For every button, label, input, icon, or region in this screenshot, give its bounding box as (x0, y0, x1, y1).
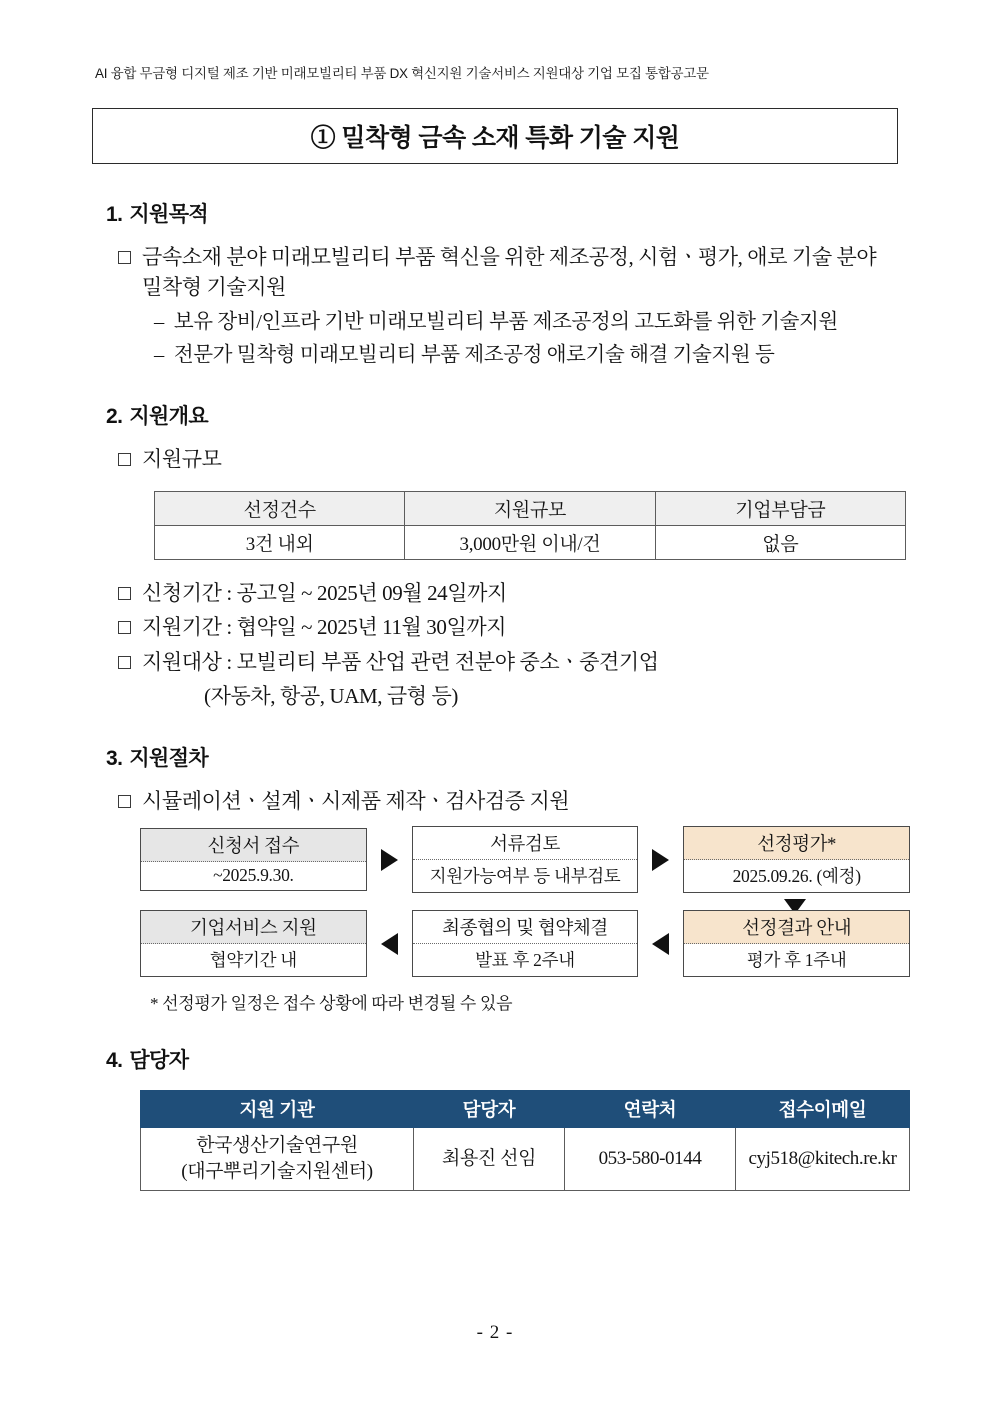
section-number: 1. (106, 203, 123, 226)
flow-step-company-service-title: 기업서비스 지원 (141, 911, 366, 944)
flow-step-application (140, 828, 367, 891)
col-header-organization: 지원 기관 (141, 1091, 414, 1128)
cell-phone: 053-580-0144 (565, 1128, 736, 1191)
overview-support-period (118, 612, 898, 642)
col-header-email: 접수이메일 (736, 1091, 910, 1128)
cell-organization (141, 1128, 414, 1191)
table-row (155, 525, 906, 559)
flow-step-final-agreement-sub: 발표 후 2주내 (475, 950, 575, 970)
flow-step-final-agreement (412, 910, 639, 977)
flow-step-result-notice-title: 선정결과 안내 (684, 911, 909, 944)
arrow-left-icon (381, 933, 398, 955)
dash-icon: – (154, 343, 164, 366)
page-title: ① 밀착형 금속 소재 특화 기술 지원 (310, 124, 680, 152)
section-heading-contact (106, 1044, 898, 1074)
cell-organization-line1: 한국생산기술연구원 (196, 1135, 358, 1157)
flow-step-document-review-sub: 지원가능여부 등 내부검토 (429, 866, 621, 886)
flow-step-selection-evaluation-sub: 2025.09.26. (예정) (732, 866, 861, 886)
col-header-person: 담당자 (414, 1091, 565, 1128)
overview-target-sub: (자동차, 항공, UAM, 금형 등) (204, 684, 459, 709)
table-header-row (141, 1091, 910, 1128)
flow-step-result-notice-sub: 평가 후 1주내 (746, 950, 847, 970)
col-header-company-share: 기업부담금 (655, 491, 905, 525)
checkbox-square-icon (118, 795, 131, 808)
flow-step-application-title: 신청서 접수 (141, 829, 366, 862)
checkbox-square-icon (118, 621, 131, 634)
flow-step-company-service (140, 910, 367, 977)
cell-count: 3건 내외 (155, 525, 405, 559)
purpose-dash-2-text: 전문가 밀착형 미래모빌리티 부품 제조공정 애로기술 해결 기술지원 등 (173, 343, 775, 366)
overview-apply-period (118, 578, 898, 608)
section-heading-overview (106, 400, 898, 430)
flow-row-bottom (140, 910, 910, 977)
arrow-right-icon (381, 849, 398, 871)
procedure-bullet-text: 시뮬레이션ㆍ설계ㆍ시제품 제작ㆍ검사검증 지원 (142, 788, 570, 813)
cell-company-share: 없음 (655, 525, 905, 559)
flow-step-final-agreement-title: 최종협의 및 협약체결 (413, 911, 638, 944)
checkbox-square-icon (118, 251, 131, 264)
cell-email: cyj518@kitech.re.kr (736, 1128, 910, 1191)
section-label: 지원절차 (129, 746, 209, 770)
section-label: 담당자 (129, 1049, 189, 1072)
cell-person: 최용진 선임 (414, 1128, 565, 1191)
flow-step-selection-evaluation-title: 선정평가* (684, 827, 909, 860)
section-number: 2. (106, 405, 123, 429)
section-title-box (92, 108, 898, 164)
flow-step-company-service-sub: 협약기간 내 (209, 950, 297, 970)
section-heading-procedure (106, 742, 898, 772)
procedure-bullet (118, 786, 898, 816)
table-header-row (155, 491, 906, 525)
cell-organization-line2: (대구뿌리기술지원센터) (181, 1161, 373, 1182)
table-row (141, 1128, 910, 1191)
document-header-line: AI 융합 무금형 디지털 제조 기반 미래모빌리티 부품 DX 혁신지원 기술서비스 지원대상 기업 모집 통합공고문 (95, 66, 709, 81)
section-number: 3. (106, 746, 123, 770)
section-label: 지원개요 (129, 405, 209, 429)
purpose-bullet-text: 금속소재 분야 미래모빌리티 부품 혁신을 위한 제조공정, 시험ㆍ평가, 애로 기술 분야 밀착형 기술지원 (142, 245, 877, 300)
procedure-flowchart (140, 826, 910, 977)
overview-apply-period-text: 신청기간 : 공고일 ~ 2025년 09월 24일까지 (142, 580, 507, 605)
dash-icon: – (154, 310, 164, 333)
arrow-right-icon (652, 849, 669, 871)
flow-row-top (140, 826, 910, 893)
overview-scale-label: 지원규모 (142, 447, 222, 472)
checkbox-square-icon (118, 656, 131, 669)
col-header-count: 선정건수 (155, 491, 405, 525)
flow-step-document-review-title: 서류검토 (413, 827, 638, 860)
flow-step-selection-evaluation (683, 826, 910, 893)
cell-amount: 3,000만원 이내/건 (405, 525, 655, 559)
col-header-phone: 연락처 (565, 1091, 736, 1128)
support-scale-table (154, 491, 906, 560)
flow-step-result-notice (683, 910, 910, 977)
section-number: 4. (106, 1049, 123, 1072)
section-label: 지원목적 (129, 203, 209, 226)
purpose-dash-1-text: 보유 장비/인프라 기반 미래모빌리티 부품 제조공정의 고도화를 위한 기술지원 (173, 310, 838, 333)
arrow-left-icon (652, 933, 669, 955)
flow-step-application-sub: ~2025.9.30. (213, 865, 294, 885)
flow-step-document-review (412, 826, 639, 893)
overview-target (118, 647, 898, 677)
section-heading-purpose (106, 198, 898, 228)
checkbox-square-icon (118, 453, 131, 466)
procedure-note: * 선정평가 일정은 접수 상황에 따라 변경될 수 있음 (150, 994, 513, 1013)
overview-scale-bullet (118, 444, 898, 474)
purpose-dash-2 (154, 340, 898, 371)
contact-table (140, 1090, 910, 1191)
col-header-amount: 지원규모 (405, 491, 655, 525)
checkbox-square-icon (118, 587, 131, 600)
overview-target-text: 지원대상 : 모빌리티 부품 산업 관련 전분야 중소ㆍ중견기업 (142, 649, 659, 674)
page-number: - 2 - (476, 1322, 514, 1343)
overview-support-period-text: 지원기간 : 협약일 ~ 2025년 11월 30일까지 (142, 615, 507, 640)
purpose-dash-1 (154, 307, 898, 338)
purpose-bullet (118, 242, 898, 303)
